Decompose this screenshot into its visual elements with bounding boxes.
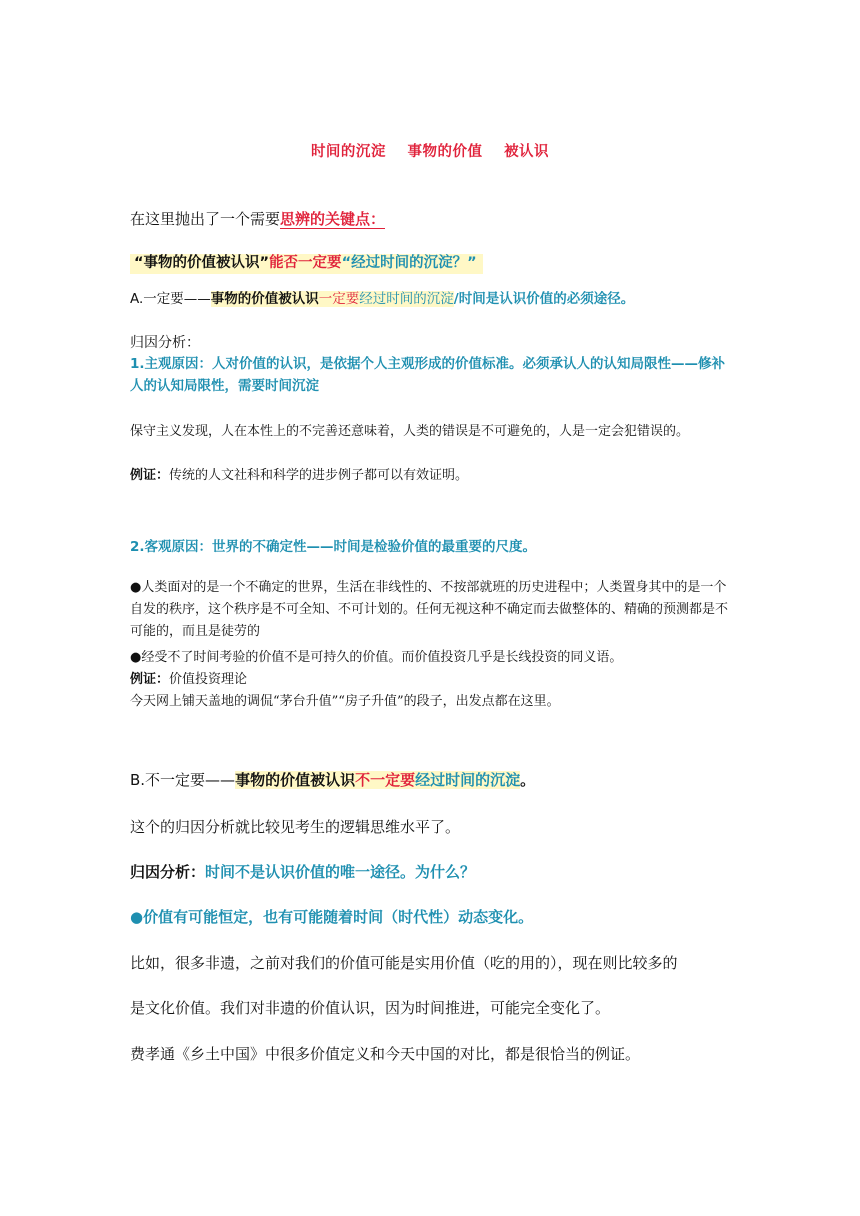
option-a-prefix: A.一定要—— [130, 291, 211, 307]
option-a-part-2: 一定要 [318, 291, 360, 307]
question-part-3: “经过时间的沉淀？” [341, 255, 477, 271]
option-a-part-1: 事物的价值被认识 [210, 291, 319, 307]
intro-text: 在这里抛出了一个需要 [130, 210, 281, 228]
intro-line [130, 208, 732, 229]
example-2-detail: 今天网上铺天盖地的调侃“茅台升值”“房子升值”的段子，出发点都在这里。 [130, 694, 560, 709]
example-2-label: 例证： [130, 672, 170, 687]
bullet-uncertainty: ●人类面对的是一个不确定的世界，生活在非线性的、不按部就班的历史进程中；人类置身其中的是一个自发的秩序，这个秩序是不可全知、不可计划的。任何无视这种不确定而去做整体的、精确的预测都是不可能的，而且是徒劳的 [130, 580, 729, 639]
question-box [130, 254, 483, 274]
analysis-b-heading-label: 归因分析： [130, 863, 206, 881]
example-2-text: 价值投资理论 [169, 672, 248, 687]
analysis-b-heading [130, 861, 732, 882]
analysis-b-heading-text: 时间不是认识价值的唯一途径。为什么？ [205, 863, 476, 881]
option-a-part-4: /时间是认识价值的必须途径。 [453, 291, 635, 307]
title-part-1: 时间的沉淀 [310, 144, 386, 160]
reason-2: 2.客观原因：世界的不确定性——时间是检验价值的最重要的尺度。 [130, 539, 537, 555]
example-1-label: 例证： [130, 468, 170, 483]
option-a-part-3: 经过时间的沉淀 [359, 291, 454, 307]
analysis-b-paragraph-1: 比如，很多非遗，之前对我们的价值可能是实用价值（吃的用的），现在则比较多的 [130, 954, 678, 972]
conservatism-paragraph: 保守主义发现，人在本性上的不完善还意味着，人类的错误是不可避免的，人是一定会犯错误的。 [130, 424, 690, 439]
option-b-part-1: 事物的价值被认识 [235, 771, 356, 789]
reason-1: 1.主观原因：人对价值的认识，是依据个人主观形成的价值标准。必须承认人的认知局限性——修补人的认知局限性，需要时间沉淀 [130, 356, 726, 394]
intro-key-point: 思辨的关键点： [280, 210, 386, 228]
analysis-b-note: 这个的归因分析就比较见考生的逻辑思维水平了。 [130, 818, 461, 836]
bullet-durable-value: ●经受不了时间考验的价值不是可持久的价值。而价值投资几乎是长线投资的同义语。 [130, 650, 623, 665]
title-part-2: 事物的价值 [407, 144, 483, 160]
option-b-part-4: 。 [520, 771, 536, 789]
option-a-line [130, 287, 732, 307]
example-1-text: 传统的人文社科和科学的进步例子都可以有效证明。 [169, 468, 469, 483]
title-part-3: 被认识 [504, 144, 550, 160]
page-title [0, 140, 860, 161]
example-1 [130, 465, 732, 487]
analysis-b-paragraph-2: 是文化价值。我们对非遗的价值认识，因为时间推进，可能完全变化了。 [130, 999, 611, 1017]
option-b-part-3: 经过时间的沉淀 [415, 771, 521, 789]
key-question [130, 251, 732, 272]
question-part-2: 能否一定要 [269, 255, 342, 271]
analysis-b-bullet: ●价值有可能恒定，也有可能随着时间（时代性）动态变化。 [130, 908, 534, 926]
analysis-b-paragraph-3: 费孝通《乡土中国》中很多价值定义和今天中国的对比，都是很恰当的例证。 [130, 1045, 641, 1063]
example-2 [130, 669, 732, 691]
analysis-a-heading: 归因分析： [130, 335, 200, 351]
option-b-prefix: B.不一定要—— [130, 771, 236, 789]
option-b-line [130, 769, 732, 790]
question-part-1: “事物的价值被认识” [134, 255, 270, 271]
option-b-part-2: 不一定要 [355, 771, 416, 789]
